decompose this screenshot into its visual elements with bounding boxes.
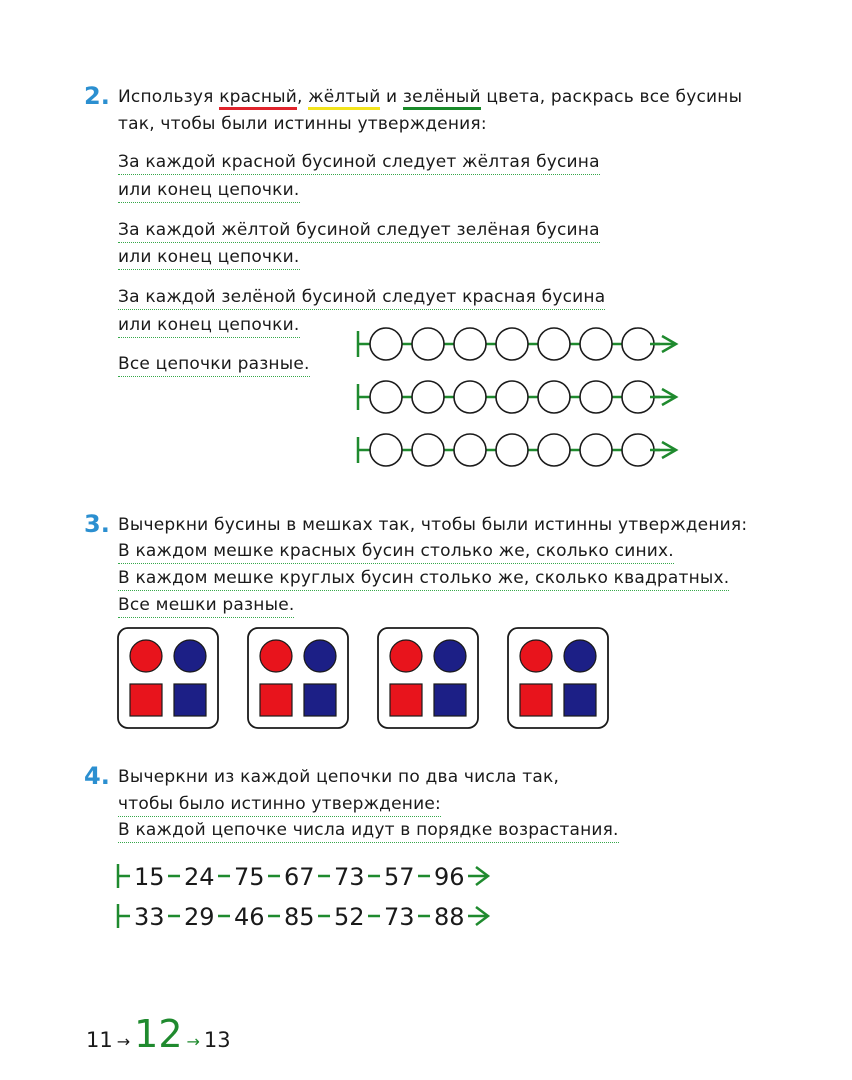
bead[interactable] [622,434,654,466]
red-square-bead[interactable] [260,684,292,716]
chain-number[interactable]: 57 [384,863,415,891]
red-square-bead[interactable] [130,684,162,716]
blue-round-bead[interactable] [564,640,596,672]
task-2-comma: , [297,87,303,107]
red-round-bead[interactable] [260,640,292,672]
statement-1-line1: За каждой красной бусиной следует жёлтая бусина [118,152,600,175]
all-chains-different: Все цепочки разные. [118,354,310,377]
task-3-line4: Все мешки разные. [118,595,294,618]
next-page-number[interactable]: 13 [203,1028,231,1052]
number-chain [118,903,488,931]
blue-round-bead[interactable] [434,640,466,672]
task-3-line3: В каждом мешке круглых бусин столько же, сколько квадратных. [118,568,729,591]
statement-1-line2: или конец цепочки. [118,180,300,203]
task-4-number: 4. [84,762,110,790]
chain-number[interactable]: 73 [384,903,415,931]
bead-chains [350,320,690,475]
task-2-number: 2. [84,82,110,110]
bead-bag [378,628,478,728]
chain-number[interactable]: 24 [184,863,215,891]
bead[interactable] [580,434,612,466]
blue-square-bead[interactable] [564,684,596,716]
chain-number[interactable]: 88 [434,903,465,931]
statement-3-line1: За каждой зелёной бусиной следует красная бусина [118,287,605,310]
red-round-bead[interactable] [130,640,162,672]
bead-chain [358,381,676,413]
blue-round-bead[interactable] [304,640,336,672]
chain-number[interactable]: 73 [334,863,365,891]
blue-square-bead[interactable] [434,684,466,716]
task-2-intro-line2: так, чтобы были истинны утверждения: [118,114,487,134]
bead-bag [508,628,608,728]
task-3-line1: Вычеркни бусины в мешках так, чтобы были истинны утверждения: [118,515,748,535]
bead[interactable] [370,381,402,413]
arrow-right-icon: → [186,1032,200,1051]
chain-number[interactable]: 46 [234,903,265,931]
chain-number[interactable]: 75 [234,863,265,891]
bead[interactable] [580,328,612,360]
color-word-yellow: жёлтый [308,87,380,110]
bead[interactable] [580,381,612,413]
chain-number[interactable]: 29 [184,903,215,931]
bead-bag [118,628,218,728]
chain-number[interactable]: 85 [284,903,315,931]
statement-2-line1: За каждой жёлтой бусиной следует зелёная бусина [118,220,600,243]
statement-3-line2: или конец цепочки. [118,315,300,338]
bead-chain [358,434,676,466]
chain-number[interactable]: 67 [284,863,315,891]
prev-page-number[interactable]: 11 [86,1028,113,1052]
chain-number[interactable]: 96 [434,863,465,891]
bead[interactable] [496,434,528,466]
task-4-line1: Вычеркни из каждой цепочки по два числа так, [118,767,560,787]
bead[interactable] [622,328,654,360]
red-square-bead[interactable] [520,684,552,716]
color-word-green: зелёный [403,87,481,110]
bead-chain [358,328,676,360]
bead[interactable] [538,381,570,413]
bead[interactable] [370,328,402,360]
task-3-number: 3. [84,510,110,538]
chain-number[interactable]: 52 [334,903,365,931]
chain-number[interactable]: 15 [134,863,165,891]
bead[interactable] [412,434,444,466]
bead[interactable] [412,328,444,360]
red-square-bead[interactable] [390,684,422,716]
red-round-bead[interactable] [520,640,552,672]
bead[interactable] [622,381,654,413]
blue-round-bead[interactable] [174,640,206,672]
blue-square-bead[interactable] [174,684,206,716]
page-navigation [86,1012,231,1056]
task-4-line2: чтобы было истинно утверждение: [118,794,441,817]
task-4-line3: В каждой цепочке числа идут в порядке возрастания. [118,820,619,843]
bead-bag [248,628,348,728]
task-2-intro-suffix: цвета, раскрась все бусины [480,87,743,107]
bead[interactable] [454,434,486,466]
bead[interactable] [496,328,528,360]
statement-2-line2: или конец цепочки. [118,247,300,270]
bead[interactable] [454,381,486,413]
task-2-intro-line1 [118,87,742,107]
bead[interactable] [538,328,570,360]
task-2-and: и [380,87,403,107]
bead-bags [110,620,630,740]
chain-number[interactable]: 33 [134,903,165,931]
number-chains [110,850,530,940]
bead[interactable] [412,381,444,413]
blue-square-bead[interactable] [304,684,336,716]
task-3-line2: В каждом мешке красных бусин столько же, сколько синих. [118,541,674,564]
bead[interactable] [370,434,402,466]
bead[interactable] [496,381,528,413]
color-word-red: красный [219,87,297,110]
number-chain [118,863,488,891]
task-2-intro-prefix: Используя [118,87,220,107]
bead[interactable] [454,328,486,360]
arrow-right-icon: → [116,1032,131,1051]
red-round-bead[interactable] [390,640,422,672]
bead[interactable] [538,434,570,466]
current-page-number: 12 [134,1012,183,1056]
